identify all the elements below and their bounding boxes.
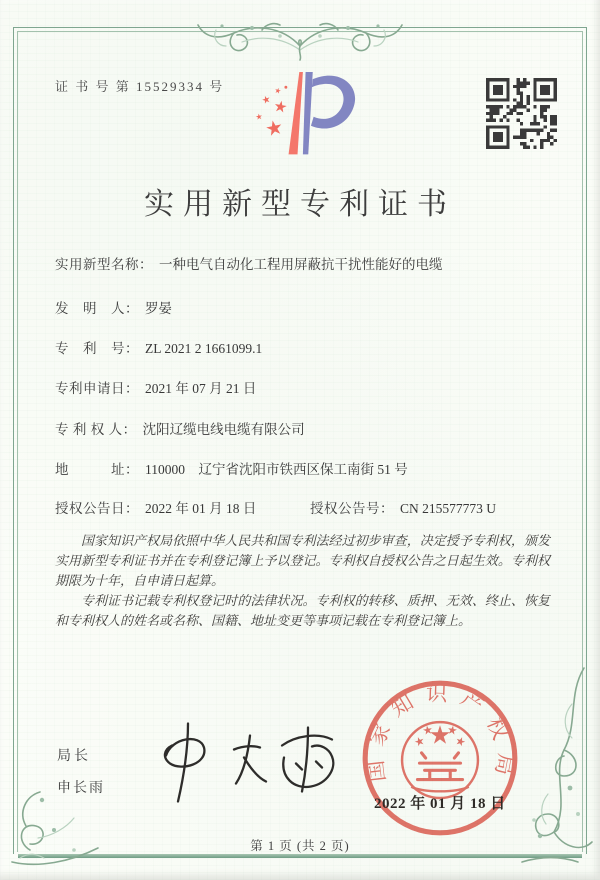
field-label: 实用新型名称： xyxy=(55,257,153,272)
field-value: 罗晏 xyxy=(145,301,172,316)
field-row-name xyxy=(55,256,552,275)
legal-paragraph-1: 国家知识产权局依照中华人民共和国专利法经过初步审查，决定授予专利权，颁发实用新型专利证书并在专利登记簿上予以登记。专利权自授权公告之日起生效。专利权期限为十年，自申请日起算。 xyxy=(55,533,550,588)
certificate-title: 实用新型专利证书 xyxy=(144,188,456,221)
grant-date-value: 2022 年 01 月 18 日 xyxy=(145,501,257,516)
grant-number-group xyxy=(310,500,496,519)
grant-number-value: CN 215577773 U xyxy=(400,501,497,516)
field-row-filing-date xyxy=(55,380,552,399)
signer-title: 局长 xyxy=(57,749,91,764)
official-seal xyxy=(358,676,522,840)
grant-date-label: 授权公告日： xyxy=(55,501,139,516)
qr-code xyxy=(486,78,557,149)
field-row-inventor xyxy=(55,300,552,319)
bottom-rule xyxy=(18,854,582,858)
logo-stars xyxy=(256,86,288,137)
field-value: 沈阳辽缆电线电缆有限公司 xyxy=(142,422,305,437)
national-emblem xyxy=(402,722,478,798)
signer-name: 申长雨 xyxy=(57,781,105,796)
field-label: 发 明 人： xyxy=(55,301,139,316)
logo-p-bowl xyxy=(311,76,355,129)
page-footer: 第 1 页 (共 2 页) xyxy=(250,839,350,853)
commissioner-signature xyxy=(148,712,348,810)
field-value: 2021 年 07 月 21 日 xyxy=(145,381,257,396)
cnipa-logo xyxy=(238,72,366,166)
field-row-patentee xyxy=(55,421,552,440)
field-row-address xyxy=(55,461,552,480)
field-label: 地 址： xyxy=(55,462,139,477)
legal-paragraph-2: 专利证书记载专利权登记时的法律状况。专利权的转移、质押、无效、终止、恢复和专利权人的姓名或名称、国籍、地址变更等事项记载在专利登记簿上。 xyxy=(55,593,550,628)
field-label: 专 利 权 人： xyxy=(55,422,137,437)
field-label: 专利申请日： xyxy=(55,381,139,396)
seal-date: 2022 年 01 月 18 日 xyxy=(374,796,506,812)
field-row-grant xyxy=(55,500,552,519)
field-row-patent-number xyxy=(55,340,552,359)
logo-red-spike xyxy=(289,72,303,154)
field-value: 110000 辽宁省沈阳市铁西区保工南街 51 号 xyxy=(145,462,408,477)
grant-number-label: 授权公告号： xyxy=(310,501,394,516)
field-value: ZL 2021 2 1661099.1 xyxy=(145,341,263,356)
field-value: 一种电气自动化工程用屏蔽抗干扰性能好的电缆 xyxy=(159,257,443,272)
cert-number: 证 书 号 第 15529334 号 xyxy=(55,79,225,94)
seal-text: 国家知识产权局 xyxy=(362,681,519,789)
legal-text xyxy=(55,531,550,631)
signer-block xyxy=(57,745,105,797)
field-label: 专 利 号： xyxy=(55,341,139,356)
logo-p-stem xyxy=(303,72,313,154)
